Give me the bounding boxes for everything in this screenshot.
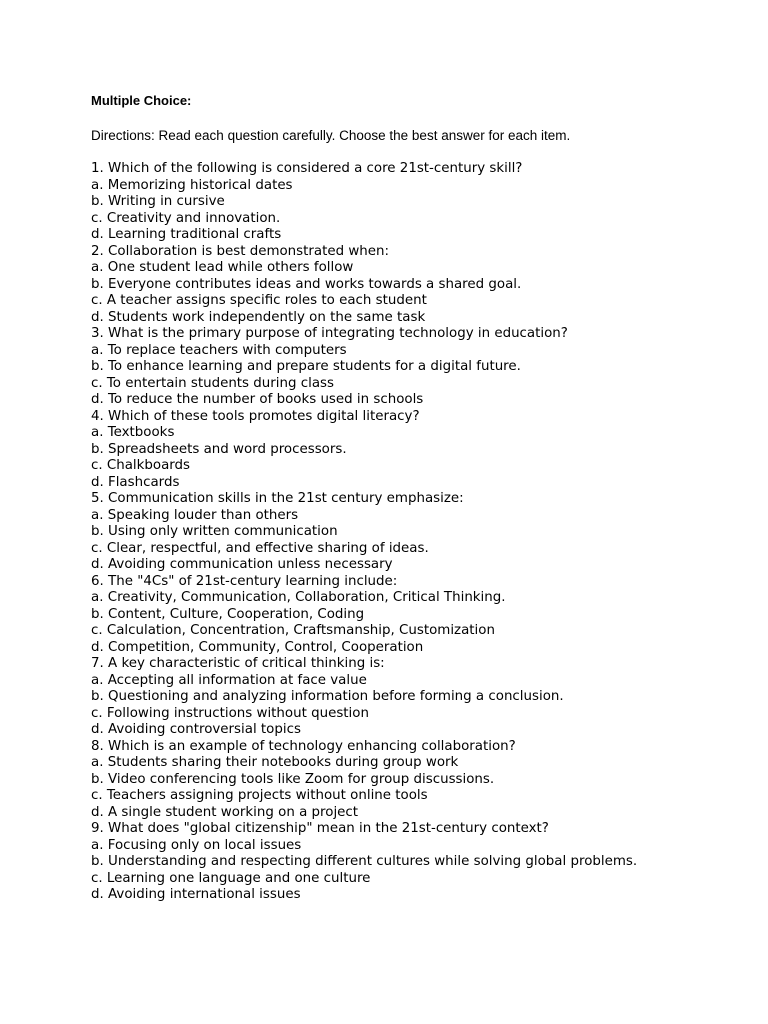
question-prompt: 1. Which of the following is considered a core 21st-century skill? — [91, 161, 523, 176]
answer-option: b. To enhance learning and prepare students for a digital future. — [91, 359, 521, 374]
answer-option: b. Using only written communication — [91, 524, 338, 539]
answer-option: a. Students sharing their notebooks during group work — [91, 755, 459, 770]
question-8 — [91, 739, 751, 822]
answer-option: c. Teachers assigning projects without online tools — [91, 788, 428, 803]
answer-option: c. A teacher assigns specific roles to each student — [91, 293, 427, 308]
answer-option: b. Questioning and analyzing information before forming a conclusion. — [91, 689, 564, 704]
question-2 — [91, 244, 751, 327]
question-5 — [91, 491, 751, 574]
answer-option: d. Flashcards — [91, 474, 180, 490]
answer-option: b. Everyone contributes ideas and works towards a shared goal. — [91, 276, 522, 292]
question-prompt: 8. Which is an example of technology enhancing collaboration? — [91, 738, 516, 754]
question-3 — [91, 326, 751, 409]
question-prompt: 4. Which of these tools promotes digital literacy? — [91, 408, 420, 424]
answer-option: a. Memorizing historical dates — [91, 177, 293, 193]
answer-option: d. Avoiding controversial topics — [91, 722, 301, 737]
directions-text: Directions: Read each question carefully. Choose the best answer for each item. — [91, 128, 571, 143]
answer-option: b. Content, Culture, Cooperation, Coding — [91, 606, 365, 622]
question-prompt: 3. What is the primary purpose of integrating technology in education? — [91, 326, 568, 341]
answer-option: b. Writing in cursive — [91, 194, 225, 209]
question-9 — [91, 821, 751, 904]
answer-option: d. A single student working on a project — [91, 804, 359, 820]
answer-option: c. To entertain students during class — [91, 375, 334, 391]
question-prompt: 9. What does "global citizenship" mean in the 21st-century context? — [91, 821, 549, 836]
answer-option: c. Chalkboards — [91, 458, 191, 473]
answer-option: c. Calculation, Concentration, Craftsmanship, Customization — [91, 623, 495, 638]
answer-option: d. Competition, Community, Control, Cooperation — [91, 639, 424, 655]
question-1 — [91, 161, 751, 244]
answer-option: d. Learning traditional crafts — [91, 227, 282, 242]
question-prompt: 5. Communication skills in the 21st century emphasize: — [91, 491, 464, 506]
question-prompt: 6. The "4Cs" of 21st-century learning include: — [91, 573, 398, 589]
question-prompt: 2. Collaboration is best demonstrated when: — [91, 243, 390, 259]
answer-option: d. Students work independently on the same task — [91, 309, 426, 325]
question-6 — [91, 574, 751, 657]
answer-option: d. Avoiding international issues — [91, 887, 301, 902]
answer-option: d. Avoiding communication unless necessary — [91, 557, 393, 572]
answer-option: c. Following instructions without question — [91, 705, 369, 721]
question-7 — [91, 656, 751, 739]
answer-option: a. Accepting all information at face value — [91, 672, 367, 688]
answer-option: a. Textbooks — [91, 425, 175, 440]
section-heading: Multiple Choice: — [91, 93, 192, 108]
answer-option: d. To reduce the number of books used in schools — [91, 392, 424, 407]
answer-option: b. Video conferencing tools like Zoom for group discussions. — [91, 771, 495, 787]
question-list — [91, 161, 751, 904]
answer-option: a. Focusing only on local issues — [91, 837, 302, 853]
answer-option: b. Understanding and respecting different cultures while solving global problems. — [91, 854, 638, 869]
answer-option: a. One student lead while others follow — [91, 260, 354, 275]
question-prompt: 7. A key characteristic of critical thinking is: — [91, 656, 385, 671]
answer-option: a. Creativity, Communication, Collaboration, Critical Thinking. — [91, 590, 506, 605]
answer-option: c. Creativity and innovation. — [91, 210, 281, 226]
answer-option: c. Learning one language and one culture — [91, 870, 371, 886]
question-4 — [91, 409, 751, 492]
answer-option: a. Speaking louder than others — [91, 507, 299, 523]
answer-option: a. To replace teachers with computers — [91, 342, 347, 358]
answer-option: b. Spreadsheets and word processors. — [91, 441, 347, 457]
answer-option: c. Clear, respectful, and effective sharing of ideas. — [91, 540, 429, 556]
